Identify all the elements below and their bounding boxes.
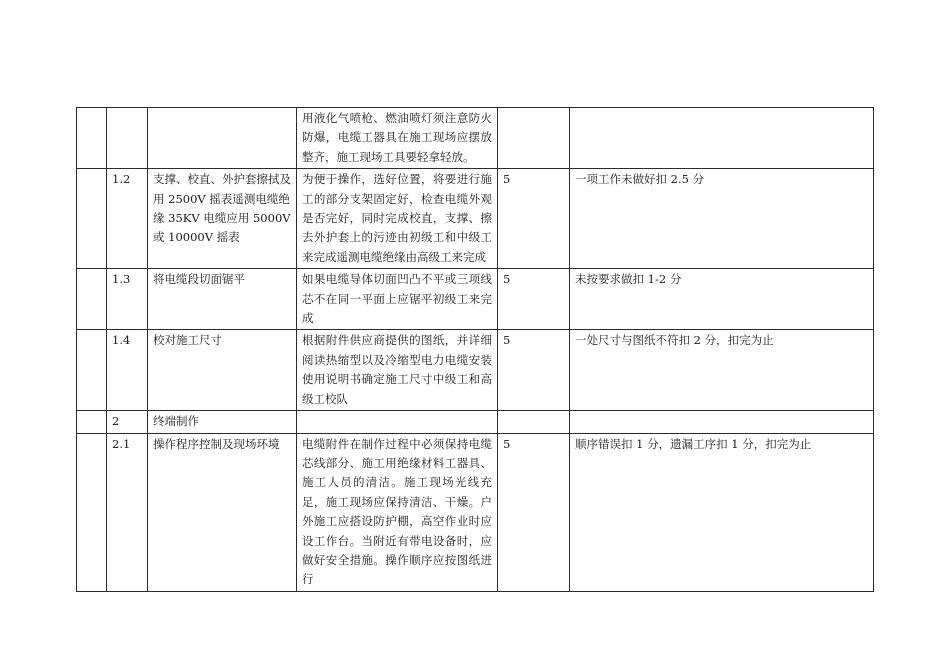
blank-cell <box>77 269 107 330</box>
grading-table <box>76 107 874 592</box>
score-cell <box>498 411 570 433</box>
blank-cell <box>77 108 107 169</box>
blank-cell <box>77 433 107 591</box>
item-number-cell: 1.4 <box>107 330 148 411</box>
requirement-cell: 用液化气喷枪、燃油喷灯须注意防火防爆，电缆工器具在施工现场应摆放整齐，施工现场工具要轻拿轻放。 <box>297 108 498 169</box>
score-cell: 5 <box>498 330 570 411</box>
table-row <box>77 269 874 330</box>
item-name-cell <box>148 108 297 169</box>
table-row <box>77 108 874 169</box>
item-number-cell <box>107 108 148 169</box>
item-name-cell: 将电缆段切面锯平 <box>148 269 297 330</box>
blank-cell <box>77 330 107 411</box>
item-number-cell: 2 <box>107 411 148 433</box>
blank-cell <box>77 411 107 433</box>
score-cell: 5 <box>498 269 570 330</box>
blank-cell <box>77 169 107 269</box>
item-number-cell: 1.3 <box>107 269 148 330</box>
item-name-cell: 操作程序控制及现场环境 <box>148 433 297 591</box>
requirement-cell <box>297 411 498 433</box>
deduction-cell: 一处尺寸与图纸不符扣 2 分，扣完为止 <box>570 330 874 411</box>
item-number-cell: 1.2 <box>107 169 148 269</box>
requirement-cell: 电缆附件在制作过程中必须保持电缆芯线部分、施工用绝缘材料工器具、施工人员的清洁。施工现场光线充足，施工现场应保持清洁、干燥。户外施工应搭设防护棚，高空作业时应设工作台。当附近有带电设备时，应做好安全措施。操作顺序应按图纸进行 <box>297 433 498 591</box>
deduction-cell: 一项工作未做好扣 2.5 分 <box>570 169 874 269</box>
requirement-cell: 为便于操作，选好位置，将要进行施工的部分支架固定好，检查电缆外观是否完好，同时完成校直，支撑、擦去外护套上的污迹由初级工和中级工来完成遥测电缆绝缘由高级工来完成 <box>297 169 498 269</box>
requirement-cell: 根据附件供应商提供的图纸，并详细阅读热缩型以及冷缩型电力电缆安装使用说明书确定施工尺寸中级工和高级工校队 <box>297 330 498 411</box>
table-row <box>77 330 874 411</box>
score-cell: 5 <box>498 433 570 591</box>
deduction-cell: 顺序错误扣 1 分，遗漏工序扣 1 分，扣完为止 <box>570 433 874 591</box>
item-name-cell: 校对施工尺寸 <box>148 330 297 411</box>
score-cell: 5 <box>498 169 570 269</box>
deduction-cell <box>570 411 874 433</box>
deduction-cell: 未按要求做扣 1-2 分 <box>570 269 874 330</box>
requirement-cell: 如果电缆导体切面凹凸不平或三项线芯不在同一平面上应锯平初级工来完成 <box>297 269 498 330</box>
table-row <box>77 169 874 269</box>
table-row <box>77 433 874 591</box>
item-name-cell: 支撑、校直、外护套擦拭及用 2500V 摇表遥测电缆绝缘 35KV 电缆应用 5000V 或 10000V 摇表 <box>148 169 297 269</box>
item-number-cell: 2.1 <box>107 433 148 591</box>
item-name-cell: 终端制作 <box>148 411 297 433</box>
deduction-cell <box>570 108 874 169</box>
table-row <box>77 411 874 433</box>
score-cell <box>498 108 570 169</box>
